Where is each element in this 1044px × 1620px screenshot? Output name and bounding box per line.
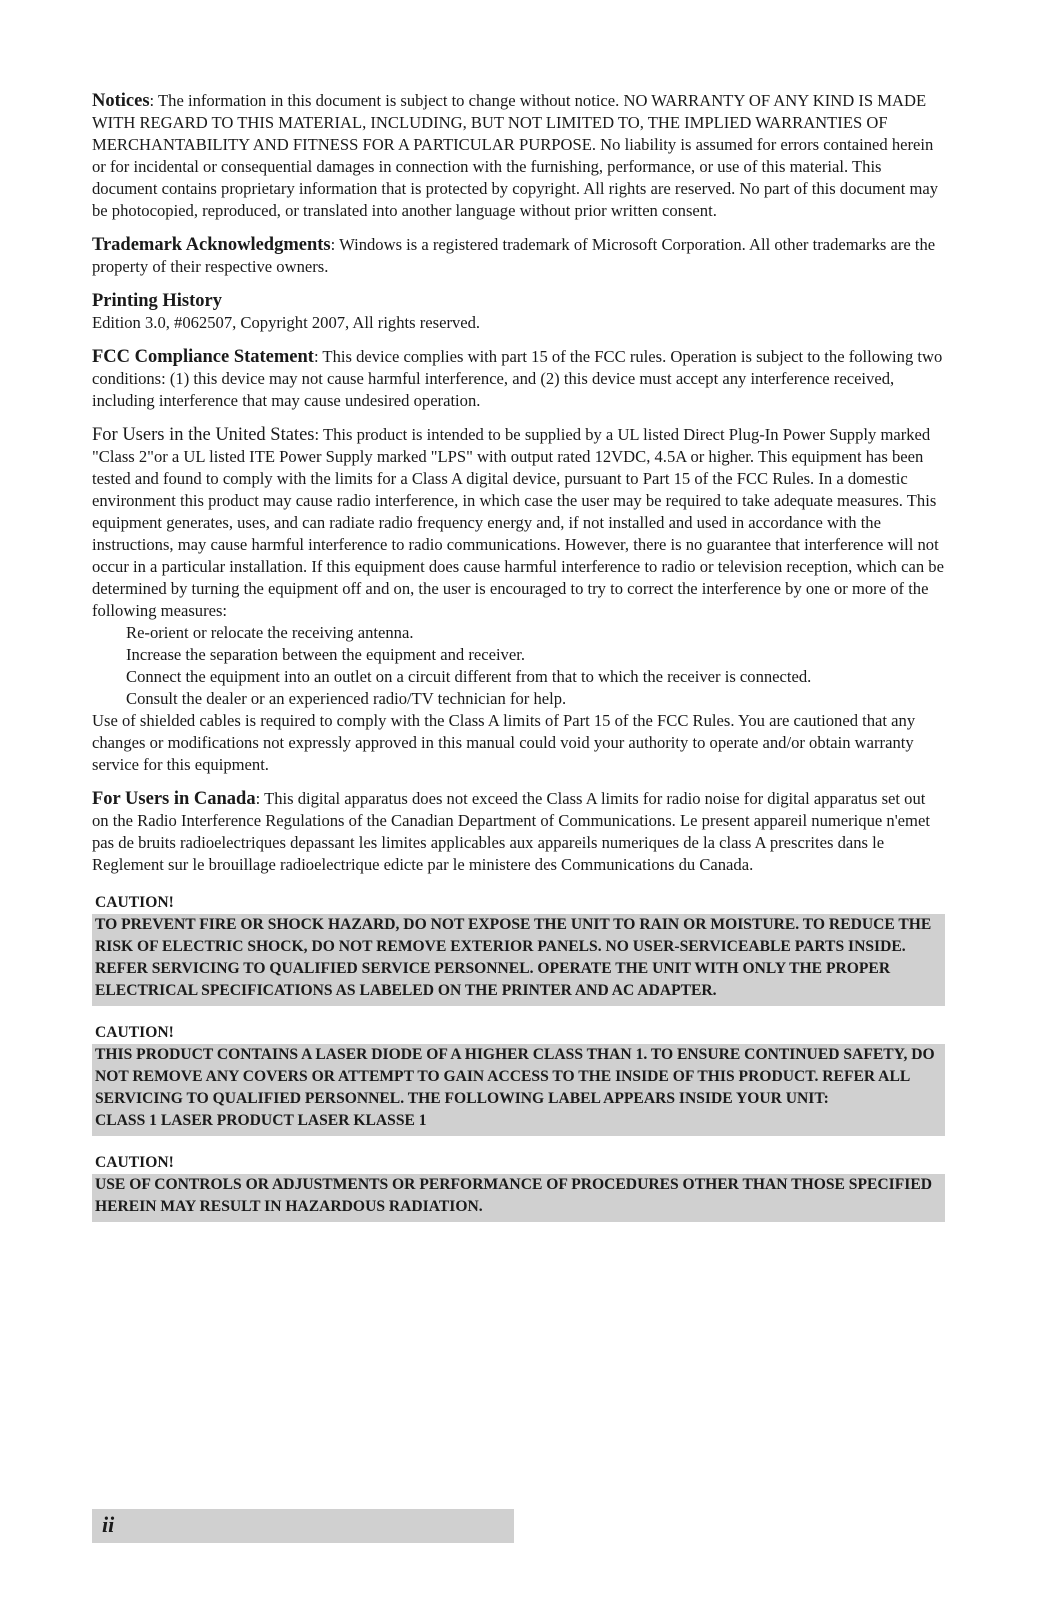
list-item [126, 688, 944, 710]
us-users-heading: For Users in the United States [92, 425, 315, 445]
measures-list [92, 622, 944, 710]
caution-label: CAUTION! [95, 894, 174, 911]
fcc-body: : This device complies with part 15 of the FCC rules. Operation is subject to the following two conditions: (1) this device may not cause harmful interference, and (2) this device must accept any interference received, including interference that may cause undesired operation. [92, 347, 943, 410]
document-page [92, 90, 944, 1222]
trademark-section [92, 234, 944, 278]
fcc-heading: FCC Compliance Statement [92, 347, 314, 367]
caution-block-radiation [92, 1152, 944, 1222]
notices-section [92, 90, 944, 222]
printing-history-body: Edition 3.0, #062507, Copyright 2007, All rights reserved. [92, 313, 481, 332]
list-item [126, 622, 944, 644]
footer-bar [92, 1509, 514, 1543]
measure-text: Increase the separation between the equipment and receiver. [126, 645, 525, 664]
us-users-body: : This product is intended to be supplied by a UL listed Direct Plug-In Power Supply marked "Class 2"or a UL listed ITE Power Supply marked "LPS" with output rated 12VDC, 4.5A or higher. This equipment has been tested and found to comply with the limits for a Class A digital device, pursuant to Part 15 of the FCC Rules. In a domestic environment this product may cause radio interference, in which case the user may be required to take adequate measures. This equipment generates, uses, and can radiate radio frequency energy and, if not installed and used in accordance with the instructions, may cause harmful interference to radio communications. However, there is no guarantee that interference will not occur in a particular installation. If this equipment does cause harmful interference to radio or television reception, which can be determined by turning the equipment off and on, the user is encouraged to try to correct the interference by one or more of the following measures: [92, 425, 944, 620]
measure-text: Re-orient or relocate the receiving antenna. [126, 623, 414, 642]
trademark-heading: Trademark Acknowledgments [92, 235, 331, 255]
caution-block-laser [92, 1022, 944, 1136]
us-users-section [92, 424, 944, 776]
canada-users-body: : This digital apparatus does not exceed the Class A limits for radio noise for digital apparatus set out on the Radio Interference Regulations of the Canadian Department of Communications. Le present appareil numerique n'emet pas de bruits radioelectriques depassant les limites applicables aux appareils numeriques de la class A prescrites dans le Reglement sur le brouillage radioelectrique edicte par le ministere des Communications du Canada. [92, 789, 930, 874]
caution-text: THIS PRODUCT CONTAINS A LASER DIODE OF A HIGHER CLASS THAN 1. TO ENSURE CONTINUED SAFETY, DO NOT REMOVE ANY COVERS OR ATTEMPT TO GAIN ACCESS TO THE INSIDE OF THIS PRODUCT. REFER ALL SERVICING TO QUALIFIED PERSONNEL. THE FOLLOWING LABEL APPEARS INSIDE YOUR UNIT: [95, 1046, 935, 1107]
laser-class-label: CLASS 1 LASER PRODUCT LASER KLASSE 1 [95, 1112, 427, 1129]
caution-label: CAUTION! [95, 1024, 174, 1041]
fcc-section [92, 346, 944, 412]
list-item [126, 666, 944, 688]
notices-heading: Notices [92, 91, 150, 111]
caution-label: CAUTION! [95, 1154, 174, 1171]
caution-text: USE OF CONTROLS OR ADJUSTMENTS OR PERFORMANCE OF PROCEDURES OTHER THAN THOSE SPECIFIED HEREIN MAY RESULT IN HAZARDOUS RADIATION. [92, 1174, 945, 1222]
us-users-closing: Use of shielded cables is required to comply with the Class A limits of Part 15 of the FCC Rules. You are cautioned that any changes or modifications not expressly approved in this manual could void your authority to operate and/or obtain warranty service for this equipment. [92, 711, 916, 774]
canada-users-heading: For Users in Canada [92, 789, 256, 809]
measure-text: Consult the dealer or an experienced radio/TV technician for help. [126, 689, 567, 708]
notices-body: : The information in this document is subject to change without notice. NO WARRANTY OF ANY KIND IS MADE WITH REGARD TO THIS MATERIAL, INCLUDING, BUT NOT LIMITED TO, THE IMPLIED WARRANTIES OF MERCHANTABILITY AND FITNESS FOR A PARTICULAR PURPOSE. No liability is assumed for errors contained herein or for incidental or consequential damages in connection with the furnishing, performance, or use of this material. This document contains proprietary information that is protected by copyright. All rights are reserved. No part of this document may be photocopied, reproduced, or translated into another language without prior written consent. [92, 91, 939, 220]
caution-text-box [92, 1044, 945, 1136]
printing-history-section [92, 290, 944, 334]
printing-history-heading: Printing History [92, 291, 223, 311]
trademark-body: : Windows is a registered trademark of Microsoft Corporation. All other trademarks are the property of their respective owners. [92, 235, 936, 276]
page-number: ii [102, 1512, 115, 1537]
canada-users-section [92, 788, 944, 876]
list-item [126, 644, 944, 666]
caution-block-fire [92, 892, 944, 1006]
caution-text: TO PREVENT FIRE OR SHOCK HAZARD, DO NOT EXPOSE THE UNIT TO RAIN OR MOISTURE. TO REDUCE THE RISK OF ELECTRIC SHOCK, DO NOT REMOVE EXTERIOR PANELS. NO USER-SERVICEABLE PARTS INSIDE. REFER SERVICING TO QUALIFIED SERVICE PERSONNEL. OPERATE THE UNIT WITH ONLY THE PROPER ELECTRICAL SPECIFICATIONS AS LABELED ON THE PRINTER AND AC ADAPTER. [92, 914, 945, 1006]
measure-text: Connect the equipment into an outlet on a circuit different from that to which the receiver is connected. [126, 667, 812, 686]
